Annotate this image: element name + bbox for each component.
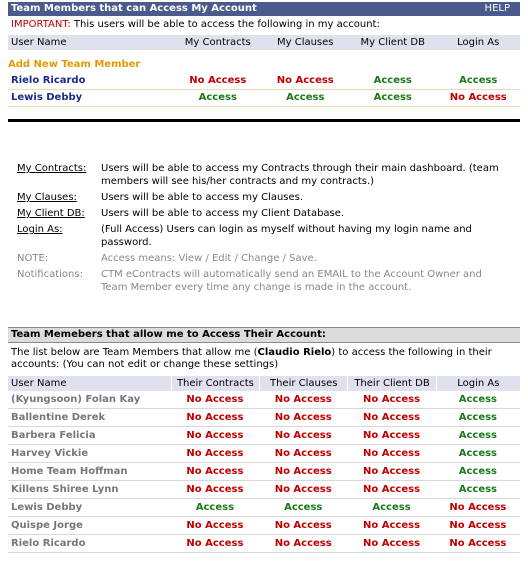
access-cell: No Access <box>363 520 421 531</box>
owner-name: Harvey Vickie <box>11 448 89 459</box>
col-their-client-db: Their Client DB <box>347 376 435 391</box>
access-cell: No Access <box>363 538 421 549</box>
access-cell: Access <box>458 448 497 459</box>
their-panel-intro <box>8 343 520 373</box>
legend-item <box>17 207 507 220</box>
access-cell: No Access <box>363 448 421 459</box>
intro-text-pre: The list below are Team Members that allow me ( <box>11 347 258 358</box>
permissions-legend <box>17 162 507 297</box>
intro-user-name: Claudio Rielo <box>257 347 332 358</box>
panel-title: Team Members that can Access My Account <box>11 3 257 14</box>
legend-item <box>17 162 507 188</box>
their-panel-title: Team Memebers that allow me to Access Their Account: <box>8 327 520 343</box>
important-label: IMPORTANT: <box>11 19 71 30</box>
owner-name: (Kyungsoon) Folan Kay <box>11 394 141 405</box>
access-cell: Access <box>458 412 497 423</box>
access-cell: No Access <box>274 430 332 441</box>
owner-name: Killens Shiree Lynn <box>11 484 119 495</box>
access-cell: Access <box>195 502 235 513</box>
owner-name: Lewis Debby <box>11 502 83 513</box>
member-name-link[interactable]: Rielo Ricardo <box>11 75 86 86</box>
access-cell: Access <box>459 75 498 86</box>
access-cell: No Access <box>449 538 507 549</box>
col-their-contracts: Their Contracts <box>171 376 259 391</box>
access-cell: Access <box>198 92 237 103</box>
access-cell: No Access <box>186 538 244 549</box>
table-header <box>8 34 520 50</box>
team-member-row <box>8 73 520 90</box>
owner-row <box>8 410 520 427</box>
access-cell: No Access <box>186 520 244 531</box>
owner-row <box>8 464 520 481</box>
access-cell: Access <box>284 502 323 513</box>
help-link[interactable]: HELP <box>484 3 510 14</box>
access-cell: Access <box>458 430 497 441</box>
owner-row <box>8 428 520 445</box>
col-my-clauses: My Clauses <box>276 37 334 48</box>
owner-name: Ballentine Derek <box>11 412 106 423</box>
legend-item <box>17 191 507 204</box>
access-cell: No Access <box>363 412 421 423</box>
access-cell: No Access <box>186 466 244 477</box>
owner-name: Home Team Hoffman <box>11 466 128 477</box>
access-cell: No Access <box>186 412 244 423</box>
access-cell: No Access <box>363 430 421 441</box>
owner-row <box>8 446 520 463</box>
access-cell: No Access <box>274 394 332 405</box>
section-divider <box>8 119 520 122</box>
legend-term: My Contracts: <box>17 163 87 174</box>
access-cell: No Access <box>274 484 332 495</box>
col-my-contracts: My Contracts <box>184 37 251 48</box>
their-accounts-panel <box>8 327 520 553</box>
legend-item <box>17 223 507 249</box>
legend-description: Users will be able to access my Contracts through their main dashboard. (team members will see his/her contracts and my contracts.) <box>101 163 499 187</box>
note-text: Access means: View / Edit / Change / Save. <box>101 253 317 264</box>
add-new-team-member-link[interactable]: Add New Team Member <box>8 59 141 70</box>
legend-term: Login As: <box>17 224 63 235</box>
col-my-client-db: My Client DB <box>360 37 425 48</box>
member-name-link[interactable]: Lewis Debby <box>11 92 83 103</box>
access-cell: No Access <box>186 394 244 405</box>
my-account-access-panel <box>8 2 520 107</box>
access-cell: Access <box>372 502 411 513</box>
access-cell: No Access <box>363 394 421 405</box>
access-cell: No Access <box>276 75 334 86</box>
col-their-clauses: Their Clauses <box>259 376 347 391</box>
access-cell: No Access <box>274 466 332 477</box>
team-member-row <box>8 90 520 107</box>
col-user-name: User Name <box>11 378 67 389</box>
their-table-header <box>8 376 520 391</box>
access-cell: No Access <box>274 448 332 459</box>
col-login-as: Login As <box>457 37 500 48</box>
access-cell: No Access <box>186 448 244 459</box>
notifications-text: CTM eContracts will automatically send an EMAIL to the Account Owner and Team Member every time any change is made in the account. <box>101 269 482 293</box>
access-cell: No Access <box>274 412 332 423</box>
owner-row <box>8 482 520 499</box>
note-label: NOTE: <box>17 253 49 264</box>
owner-name: Barbera Felicia <box>11 430 96 441</box>
access-cell: Access <box>373 75 412 86</box>
important-note <box>8 16 520 34</box>
legend-description: (Full Access) Users can login as myself without having my login name and password. <box>101 224 472 248</box>
owner-name: Rielo Ricardo <box>11 538 86 549</box>
notifications-label: Notifications: <box>17 269 83 280</box>
intro-text-post: ) to access the following in their accounts: (You can not edit or change these settings) <box>11 347 492 370</box>
access-cell: Access <box>458 484 497 495</box>
owner-name: Quispe Jorge <box>11 520 83 531</box>
col-login-as: Login As <box>436 376 520 391</box>
legend-term: My Client DB: <box>17 208 85 219</box>
access-cell: Access <box>286 92 325 103</box>
access-cell: Access <box>458 466 497 477</box>
access-cell: No Access <box>449 92 507 103</box>
access-cell: No Access <box>274 538 332 549</box>
owner-row <box>8 518 520 535</box>
access-cell: No Access <box>363 466 421 477</box>
legend-description: Users will be able to access my Clauses. <box>101 192 304 203</box>
access-cell: No Access <box>449 520 507 531</box>
access-cell: No Access <box>186 484 244 495</box>
notifications-row <box>17 268 507 294</box>
owner-row <box>8 500 520 517</box>
note-row <box>17 252 507 265</box>
owner-row <box>8 536 520 553</box>
important-text: This users will be able to access the following in my account: <box>73 19 380 30</box>
access-cell: No Access <box>449 502 507 513</box>
access-cell: No Access <box>186 430 244 441</box>
col-user-name: User Name <box>11 37 67 48</box>
panel-header <box>8 2 520 16</box>
access-cell: No Access <box>189 75 247 86</box>
legend-description: Users will be able to access my Client Database. <box>101 208 345 219</box>
access-cell: Access <box>373 92 412 103</box>
access-cell: No Access <box>363 484 421 495</box>
access-cell: Access <box>458 394 497 405</box>
legend-term: My Clauses: <box>17 192 77 203</box>
access-cell: No Access <box>274 520 332 531</box>
owner-row <box>8 392 520 409</box>
